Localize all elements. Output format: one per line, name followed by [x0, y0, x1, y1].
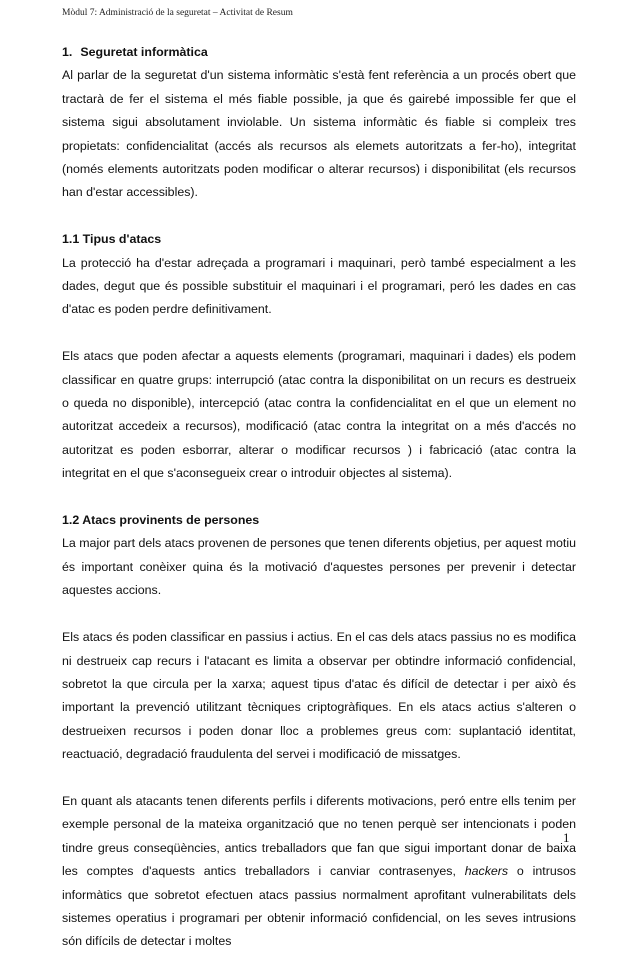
spacer — [62, 205, 576, 228]
document-body — [62, 41, 576, 954]
spacer — [62, 322, 576, 345]
section-number: 1. — [62, 45, 73, 59]
paragraph-text: o intrusos informàtics que sobretot efectuen atacs passius normalment aprofitant vulnerabilitats dels sistemes operatius i programari per obtenir informació confidencial, on les seves intrusions són difícils de detectar i moltes — [62, 864, 576, 949]
spacer — [62, 767, 576, 790]
subsection-heading: 1.2 Atacs provinents de persones — [62, 513, 260, 528]
paragraph-text: En quant als atacants tenen diferents perfils i diferents motivacions, peró entre ells tenim per exemple personal de la mateixa organització que no tenen perquè ser intencionats i poden tindre greus conseqüències, antics treballadors que fan que sigui important donar de baixa les comptes d'aquests antics treballadors i canviar contrasenyes, — [62, 793, 576, 879]
paragraph: Els atacs és poden classificar en passius i actius. En el cas dels atacs passius no es modifica ni destrueix cap recurs i l'atacant es limita a observar per obtindre informació confidencial, sobretot la que circula per la xarxa; aquest tipus d'atac és difícil de detectar i per això és important la prevenció utilitzant tècniques criptogràfiques. En els atacs actius s'alteren o destrueixen recursos i poden donar lloc a problemes greus com: suplantació identitat, reactuació, degradació fraudulenta del servei i modificació de missatges. — [62, 630, 576, 762]
italic-term: hackers — [464, 864, 509, 879]
paragraph: Al parlar de la seguretat d'un sistema informàtic s'està fent referència a un procés obert que tractarà de fer el sistema el més fiable possible, ja que és gairebé impossible fer que el sistema sigui absolutament inviolable. Un sistema informàtic és fiable si compleix tres propietats: confidencialitat (accés als recursos als elemets autoritzats a fer-ho), integritat (només elements autoritzats poden modificar o alterar recursos) i disponibilitat (els recursos han d'estar accessibles). — [62, 68, 576, 200]
paragraph — [62, 790, 576, 954]
subsection-heading: 1.1 Tipus d'atacs — [62, 232, 162, 247]
spacer — [62, 603, 576, 626]
paragraph: Els atacs que poden afectar a aquests elements (programari, maquinari i dades) els podem classificar en quatre grups: interrupció (atac contra la disponibilitat on un recurs es destrueix o queda no disponible), intercepció (atac contra la confidencialitat en el que un element no autoritzat accedeix a recursos), modificació (atac contra la integritat on a més d'accés no autoritzat es poden esborrar, alterar o modificar recursos ) i fabricació (atac contra la integritat en el que s'aconsegueix crear o introduir objectes al sistema). — [62, 349, 576, 481]
page-number: 1 — [563, 830, 570, 845]
section-title: Seguretat informàtica — [80, 45, 208, 59]
running-header: Mòdul 7: Administració de la seguretat – Activitat de Resum — [62, 8, 293, 18]
paragraph: La protecció ha d'estar adreçada a programari i maquinari, però també especialment a les dades, degut que és possible substituir el maquinari i el programari, peró les dades en cas d'atac es poden perdre definitivament. — [62, 255, 576, 317]
spacer — [62, 486, 576, 509]
paragraph: La major part dels atacs provenen de persones que tenen diferents objetius, per aquest motiu és important conèixer quina és la motivació d'aquestes persones per prevenir i detectar aquestes accions. — [62, 536, 576, 598]
section-heading — [62, 41, 576, 64]
